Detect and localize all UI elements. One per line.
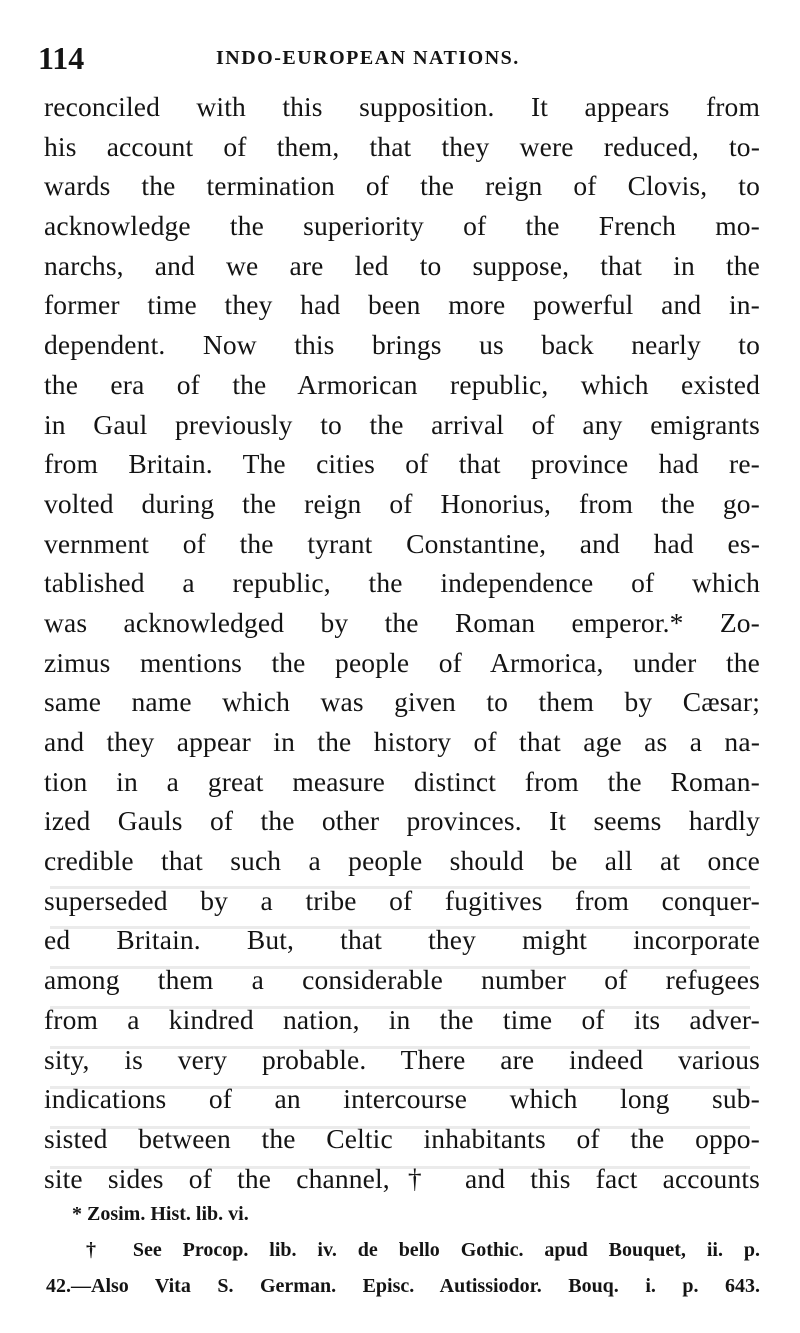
text-line: volted during the reign of Honorius, from the go- [44,487,760,519]
text-line: among them a considerable number of refugees [44,964,760,996]
text-line: former time they had been more powerful and in- [44,289,760,321]
text-line: site sides of the channel,† and this fact accounts [44,1162,760,1194]
text-line: same name which was given to them by Cæsar; [44,686,760,718]
text-line: sisted between the Celtic inhabitants of the oppo- [44,1122,760,1154]
footnote-asterisk: * Zosim. Hist. lib. vi. [72,1203,249,1225]
body-text [44,87,760,1198]
text-line: from a kindred nation, in the time of its adver- [44,1003,760,1035]
text-line: his account of them, that they were reduced, to- [44,130,760,162]
footnotes [44,1196,760,1304]
text-line: tion in a great measure distinct from the Roman- [44,765,760,797]
text-line: acknowledge the superiority of the French mo- [44,210,760,242]
text-line: from Britain. The cities of that province had re- [44,448,760,480]
text-line: superseded by a tribe of fugitives from conquer- [44,884,760,916]
text-line: in Gaul previously to the arrival of any emigrants [44,408,760,440]
text-line: indications of an intercourse which long sub- [44,1083,760,1115]
text-line: vernment of the tyrant Constantine, and had es- [44,527,760,559]
text-line: the era of the Armorican republic, which existed [44,368,760,400]
text-line: dependent. Now this brings us back nearly to [44,329,760,361]
running-head: INDO-EUROPEAN NATIONS. [216,47,520,69]
text-line: credible that such a people should be all at once [44,845,760,877]
text-line: ized Gauls of the other provinces. It seems hardly [44,805,760,837]
text-line: sity, is very probable. There are indeed various [44,1043,760,1075]
text-line: zimus mentions the people of Armorica, under the [44,646,760,678]
text-line: narchs, and we are led to suppose, that in the [44,249,760,281]
page-header [38,38,758,84]
text-line: tablished a republic, the independence of which [44,567,760,599]
footnote-dagger-continued: 42.—Also Vita S. German. Episc. Autissiodor. Bouq. i. p. 643. [46,1275,760,1297]
text-line: reconciled with this supposition. It appears from [44,91,760,122]
text-line: wards the termination of the reign of Clovis, to [44,170,760,202]
footnote-dagger: † See Procop. lib. iv. de bello Gothic. apud Bouquet, ii. p. [86,1239,760,1261]
text-line: ed Britain. But, that they might incorporate [44,924,760,956]
page-number: 114 [38,40,85,76]
text-line: and they appear in the history of that age as a na- [44,726,760,757]
text-line: was acknowledged by the Roman emperor.* Zo- [44,606,760,638]
